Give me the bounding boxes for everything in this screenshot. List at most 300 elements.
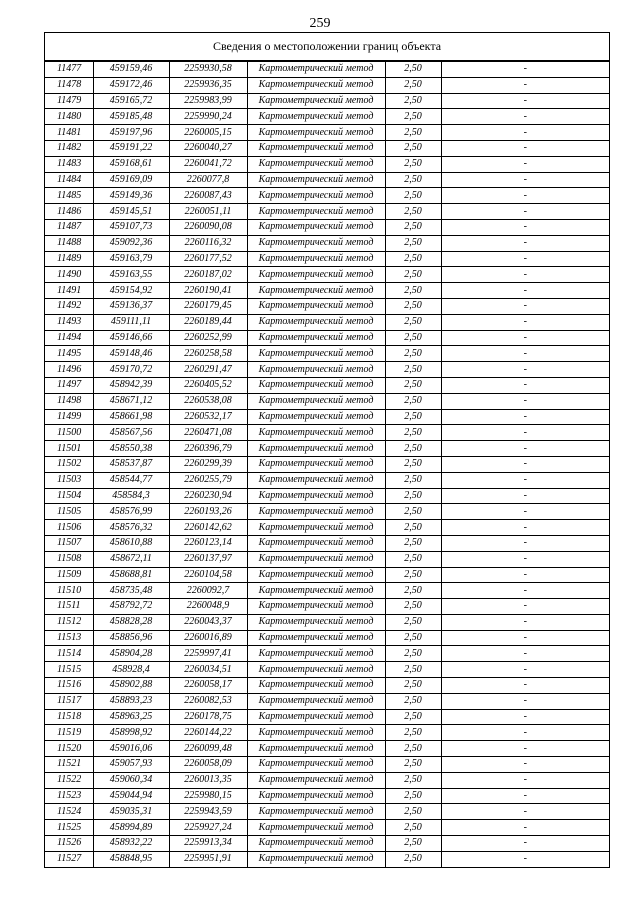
method-cell: Картометрический метод [247,298,385,314]
y-coordinate-cell: 2260048,9 [169,599,247,615]
point-number-cell: 11491 [45,283,93,299]
point-number-cell: 11516 [45,678,93,694]
table-row [45,725,609,741]
point-number-cell: 11513 [45,630,93,646]
accuracy-cell: 2,50 [385,362,441,378]
table-row [45,836,609,852]
x-coordinate-cell: 459159,46 [93,62,169,78]
x-coordinate-cell: 458856,96 [93,630,169,646]
accuracy-cell: 2,50 [385,567,441,583]
y-coordinate-cell: 2259951,91 [169,851,247,866]
accuracy-cell: 2,50 [385,267,441,283]
x-coordinate-cell: 459168,61 [93,156,169,172]
description-cell: - [441,551,609,567]
accuracy-cell: 2,50 [385,156,441,172]
y-coordinate-cell: 2260532,17 [169,409,247,425]
x-coordinate-cell: 459092,36 [93,235,169,251]
y-coordinate-cell: 2259927,24 [169,820,247,836]
x-coordinate-cell: 458848,95 [93,851,169,866]
accuracy-cell: 2,50 [385,172,441,188]
method-cell: Картометрический метод [247,772,385,788]
description-cell: - [441,772,609,788]
accuracy-cell: 2,50 [385,62,441,78]
description-cell: - [441,599,609,615]
accuracy-cell: 2,50 [385,662,441,678]
description-cell: - [441,362,609,378]
description-cell: - [441,646,609,662]
description-cell: - [441,109,609,125]
x-coordinate-cell: 459172,46 [93,77,169,93]
point-number-cell: 11521 [45,757,93,773]
y-coordinate-cell: 2260051,11 [169,204,247,220]
page-number: 259 [309,16,331,31]
y-coordinate-cell: 2260193,26 [169,504,247,520]
table-row [45,409,609,425]
accuracy-cell: 2,50 [385,77,441,93]
point-number-cell: 11514 [45,646,93,662]
table-body [45,62,609,867]
accuracy-cell: 2,50 [385,140,441,156]
table-row [45,156,609,172]
accuracy-cell: 2,50 [385,441,441,457]
y-coordinate-cell: 2260405,52 [169,377,247,393]
accuracy-cell: 2,50 [385,583,441,599]
method-cell: Картометрический метод [247,662,385,678]
description-cell: - [441,393,609,409]
table-row [45,109,609,125]
description-cell: - [441,140,609,156]
y-coordinate-cell: 2260142,62 [169,520,247,536]
point-number-cell: 11507 [45,535,93,551]
accuracy-cell: 2,50 [385,614,441,630]
table-row [45,314,609,330]
x-coordinate-cell: 459057,93 [93,757,169,773]
description-cell: - [441,614,609,630]
description-cell: - [441,172,609,188]
method-cell: Картометрический метод [247,346,385,362]
method-cell: Картометрический метод [247,583,385,599]
point-number-cell: 11497 [45,377,93,393]
table-row [45,346,609,362]
table-row [45,662,609,678]
table-row [45,456,609,472]
method-cell: Картометрический метод [247,219,385,235]
accuracy-cell: 2,50 [385,204,441,220]
table-row [45,204,609,220]
y-coordinate-cell: 2260077,8 [169,172,247,188]
accuracy-cell: 2,50 [385,109,441,125]
accuracy-cell: 2,50 [385,346,441,362]
table-row [45,125,609,141]
method-cell: Картометрический метод [247,251,385,267]
table-row [45,535,609,551]
description-cell: - [441,662,609,678]
method-cell: Картометрический метод [247,725,385,741]
point-number-cell: 11479 [45,93,93,109]
method-cell: Картометрический метод [247,283,385,299]
point-number-cell: 11499 [45,409,93,425]
y-coordinate-cell: 2260005,15 [169,125,247,141]
method-cell: Картометрический метод [247,377,385,393]
description-cell: - [441,678,609,694]
x-coordinate-cell: 459035,31 [93,804,169,820]
y-coordinate-cell: 2260092,7 [169,583,247,599]
accuracy-cell: 2,50 [385,551,441,567]
accuracy-cell: 2,50 [385,409,441,425]
method-cell: Картометрический метод [247,709,385,725]
table-row [45,219,609,235]
x-coordinate-cell: 458610,88 [93,535,169,551]
table-row [45,851,609,866]
description-cell: - [441,330,609,346]
description-cell: - [441,693,609,709]
method-cell: Картометрический метод [247,77,385,93]
x-coordinate-cell: 459145,51 [93,204,169,220]
accuracy-cell: 2,50 [385,599,441,615]
x-coordinate-cell: 459136,37 [93,298,169,314]
y-coordinate-cell: 2259930,58 [169,62,247,78]
table-row [45,267,609,283]
description-cell: - [441,267,609,283]
y-coordinate-cell: 2260178,75 [169,709,247,725]
accuracy-cell: 2,50 [385,851,441,866]
table-row [45,520,609,536]
point-number-cell: 11498 [45,393,93,409]
description-cell: - [441,456,609,472]
accuracy-cell: 2,50 [385,820,441,836]
method-cell: Картометрический метод [247,820,385,836]
y-coordinate-cell: 2259943,59 [169,804,247,820]
method-cell: Картометрический метод [247,330,385,346]
accuracy-cell: 2,50 [385,520,441,536]
table-row [45,551,609,567]
method-cell: Картометрический метод [247,567,385,583]
description-cell: - [441,472,609,488]
accuracy-cell: 2,50 [385,472,441,488]
description-cell: - [441,441,609,457]
description-cell: - [441,757,609,773]
y-coordinate-cell: 2260034,51 [169,662,247,678]
accuracy-cell: 2,50 [385,693,441,709]
x-coordinate-cell: 458576,32 [93,520,169,536]
description-cell: - [441,283,609,299]
x-coordinate-cell: 459107,73 [93,219,169,235]
y-coordinate-cell: 2260058,17 [169,678,247,694]
point-number-cell: 11511 [45,599,93,615]
description-cell: - [441,188,609,204]
method-cell: Картометрический метод [247,693,385,709]
x-coordinate-cell: 458544,77 [93,472,169,488]
point-number-cell: 11495 [45,346,93,362]
method-cell: Картометрический метод [247,646,385,662]
method-cell: Картометрический метод [247,520,385,536]
description-cell: - [441,567,609,583]
y-coordinate-cell: 2260041,72 [169,156,247,172]
point-number-cell: 11486 [45,204,93,220]
point-number-cell: 11518 [45,709,93,725]
y-coordinate-cell: 2260396,79 [169,441,247,457]
method-cell: Картометрический метод [247,140,385,156]
accuracy-cell: 2,50 [385,425,441,441]
description-cell: - [441,820,609,836]
accuracy-cell: 2,50 [385,125,441,141]
table-row [45,393,609,409]
y-coordinate-cell: 2260087,43 [169,188,247,204]
point-number-cell: 11504 [45,488,93,504]
y-coordinate-cell: 2259990,24 [169,109,247,125]
point-number-cell: 11526 [45,836,93,852]
point-number-cell: 11508 [45,551,93,567]
table-row [45,362,609,378]
y-coordinate-cell: 2260538,08 [169,393,247,409]
point-number-cell: 11484 [45,172,93,188]
y-coordinate-cell: 2260013,35 [169,772,247,788]
x-coordinate-cell: 458567,56 [93,425,169,441]
method-cell: Картометрический метод [247,393,385,409]
point-number-cell: 11500 [45,425,93,441]
table-row [45,504,609,520]
y-coordinate-cell: 2259913,34 [169,836,247,852]
accuracy-cell: 2,50 [385,93,441,109]
description-cell: - [441,235,609,251]
method-cell: Картометрический метод [247,93,385,109]
y-coordinate-cell: 2259936,35 [169,77,247,93]
table-row [45,140,609,156]
accuracy-cell: 2,50 [385,219,441,235]
point-number-cell: 11492 [45,298,93,314]
point-number-cell: 11517 [45,693,93,709]
accuracy-cell: 2,50 [385,757,441,773]
description-cell: - [441,425,609,441]
description-cell: - [441,488,609,504]
x-coordinate-cell: 458672,11 [93,551,169,567]
point-number-cell: 11520 [45,741,93,757]
y-coordinate-cell: 2260090,08 [169,219,247,235]
table-row [45,646,609,662]
x-coordinate-cell: 458584,3 [93,488,169,504]
table-row [45,693,609,709]
x-coordinate-cell: 458537,87 [93,456,169,472]
accuracy-cell: 2,50 [385,836,441,852]
x-coordinate-cell: 459148,46 [93,346,169,362]
accuracy-cell: 2,50 [385,188,441,204]
method-cell: Картометрический метод [247,804,385,820]
accuracy-cell: 2,50 [385,804,441,820]
accuracy-cell: 2,50 [385,377,441,393]
point-number-cell: 11502 [45,456,93,472]
description-cell: - [441,741,609,757]
point-number-cell: 11487 [45,219,93,235]
x-coordinate-cell: 458998,92 [93,725,169,741]
x-coordinate-cell: 458735,48 [93,583,169,599]
method-cell: Картометрический метод [247,630,385,646]
description-cell: - [441,409,609,425]
x-coordinate-cell: 459163,79 [93,251,169,267]
description-cell: - [441,520,609,536]
x-coordinate-cell: 459185,48 [93,109,169,125]
x-coordinate-cell: 458661,98 [93,409,169,425]
table-row [45,77,609,93]
y-coordinate-cell: 2259997,41 [169,646,247,662]
description-cell: - [441,725,609,741]
method-cell: Картометрический метод [247,125,385,141]
accuracy-cell: 2,50 [385,678,441,694]
y-coordinate-cell: 2260471,08 [169,425,247,441]
table-row [45,62,609,78]
y-coordinate-cell: 2260016,89 [169,630,247,646]
table-row [45,298,609,314]
table-row [45,441,609,457]
point-number-cell: 11490 [45,267,93,283]
table-row [45,741,609,757]
x-coordinate-cell: 459191,22 [93,140,169,156]
point-number-cell: 11480 [45,109,93,125]
boundary-table-frame [44,32,610,868]
method-cell: Картометрический метод [247,156,385,172]
y-coordinate-cell: 2260137,97 [169,551,247,567]
table-row [45,172,609,188]
x-coordinate-cell: 459170,72 [93,362,169,378]
point-number-cell: 11482 [45,140,93,156]
method-cell: Картометрический метод [247,267,385,283]
accuracy-cell: 2,50 [385,646,441,662]
description-cell: - [441,583,609,599]
method-cell: Картометрический метод [247,188,385,204]
table-row [45,678,609,694]
x-coordinate-cell: 458792,72 [93,599,169,615]
x-coordinate-cell: 458963,25 [93,709,169,725]
point-number-cell: 11519 [45,725,93,741]
x-coordinate-cell: 458576,99 [93,504,169,520]
table-row [45,283,609,299]
point-number-cell: 11485 [45,188,93,204]
table-row [45,488,609,504]
accuracy-cell: 2,50 [385,235,441,251]
x-coordinate-cell: 458902,88 [93,678,169,694]
point-number-cell: 11510 [45,583,93,599]
table-row [45,599,609,615]
x-coordinate-cell: 459197,96 [93,125,169,141]
y-coordinate-cell: 2260058,09 [169,757,247,773]
point-number-cell: 11501 [45,441,93,457]
accuracy-cell: 2,50 [385,741,441,757]
point-number-cell: 11503 [45,472,93,488]
y-coordinate-cell: 2260252,99 [169,330,247,346]
table-row [45,188,609,204]
method-cell: Картометрический метод [247,851,385,866]
table-row [45,567,609,583]
method-cell: Картометрический метод [247,535,385,551]
method-cell: Картометрический метод [247,599,385,615]
description-cell: - [441,62,609,78]
x-coordinate-cell: 459154,92 [93,283,169,299]
description-cell: - [441,298,609,314]
table-row [45,93,609,109]
method-cell: Картометрический метод [247,456,385,472]
boundary-points-table [45,61,609,867]
accuracy-cell: 2,50 [385,283,441,299]
method-cell: Картометрический метод [247,488,385,504]
description-cell: - [441,251,609,267]
point-number-cell: 11523 [45,788,93,804]
x-coordinate-cell: 458904,28 [93,646,169,662]
y-coordinate-cell: 2260179,45 [169,298,247,314]
table-row [45,330,609,346]
method-cell: Картометрический метод [247,409,385,425]
description-cell: - [441,346,609,362]
table-row [45,235,609,251]
y-coordinate-cell: 2260104,58 [169,567,247,583]
point-number-cell: 11489 [45,251,93,267]
point-number-cell: 11493 [45,314,93,330]
x-coordinate-cell: 458893,23 [93,693,169,709]
x-coordinate-cell: 459016,06 [93,741,169,757]
table-row [45,772,609,788]
point-number-cell: 11515 [45,662,93,678]
method-cell: Картометрический метод [247,235,385,251]
description-cell: - [441,377,609,393]
y-coordinate-cell: 2260144,22 [169,725,247,741]
x-coordinate-cell: 458932,22 [93,836,169,852]
table-row [45,757,609,773]
accuracy-cell: 2,50 [385,788,441,804]
accuracy-cell: 2,50 [385,456,441,472]
x-coordinate-cell: 458928,4 [93,662,169,678]
x-coordinate-cell: 459149,36 [93,188,169,204]
method-cell: Картометрический метод [247,62,385,78]
method-cell: Картометрический метод [247,425,385,441]
y-coordinate-cell: 2260043,37 [169,614,247,630]
method-cell: Картометрический метод [247,109,385,125]
method-cell: Картометрический метод [247,614,385,630]
description-cell: - [441,504,609,520]
description-cell: - [441,630,609,646]
accuracy-cell: 2,50 [385,504,441,520]
point-number-cell: 11506 [45,520,93,536]
method-cell: Картометрический метод [247,504,385,520]
y-coordinate-cell: 2260291,47 [169,362,247,378]
method-cell: Картометрический метод [247,788,385,804]
point-number-cell: 11496 [45,362,93,378]
table-row [45,820,609,836]
description-cell: - [441,314,609,330]
description-cell: - [441,709,609,725]
method-cell: Картометрический метод [247,757,385,773]
x-coordinate-cell: 458942,39 [93,377,169,393]
accuracy-cell: 2,50 [385,251,441,267]
method-cell: Картометрический метод [247,472,385,488]
table-row [45,583,609,599]
accuracy-cell: 2,50 [385,488,441,504]
description-cell: - [441,851,609,866]
y-coordinate-cell: 2260040,27 [169,140,247,156]
table-heading: Сведения о местоположении границ объекта [45,33,609,61]
method-cell: Картометрический метод [247,172,385,188]
x-coordinate-cell: 458688,81 [93,567,169,583]
x-coordinate-cell: 459163,55 [93,267,169,283]
table-row [45,804,609,820]
accuracy-cell: 2,50 [385,630,441,646]
y-coordinate-cell: 2260123,14 [169,535,247,551]
x-coordinate-cell: 459044,94 [93,788,169,804]
y-coordinate-cell: 2260258,58 [169,346,247,362]
accuracy-cell: 2,50 [385,725,441,741]
point-number-cell: 11527 [45,851,93,866]
accuracy-cell: 2,50 [385,330,441,346]
table-row [45,630,609,646]
y-coordinate-cell: 2259980,15 [169,788,247,804]
method-cell: Картометрический метод [247,678,385,694]
